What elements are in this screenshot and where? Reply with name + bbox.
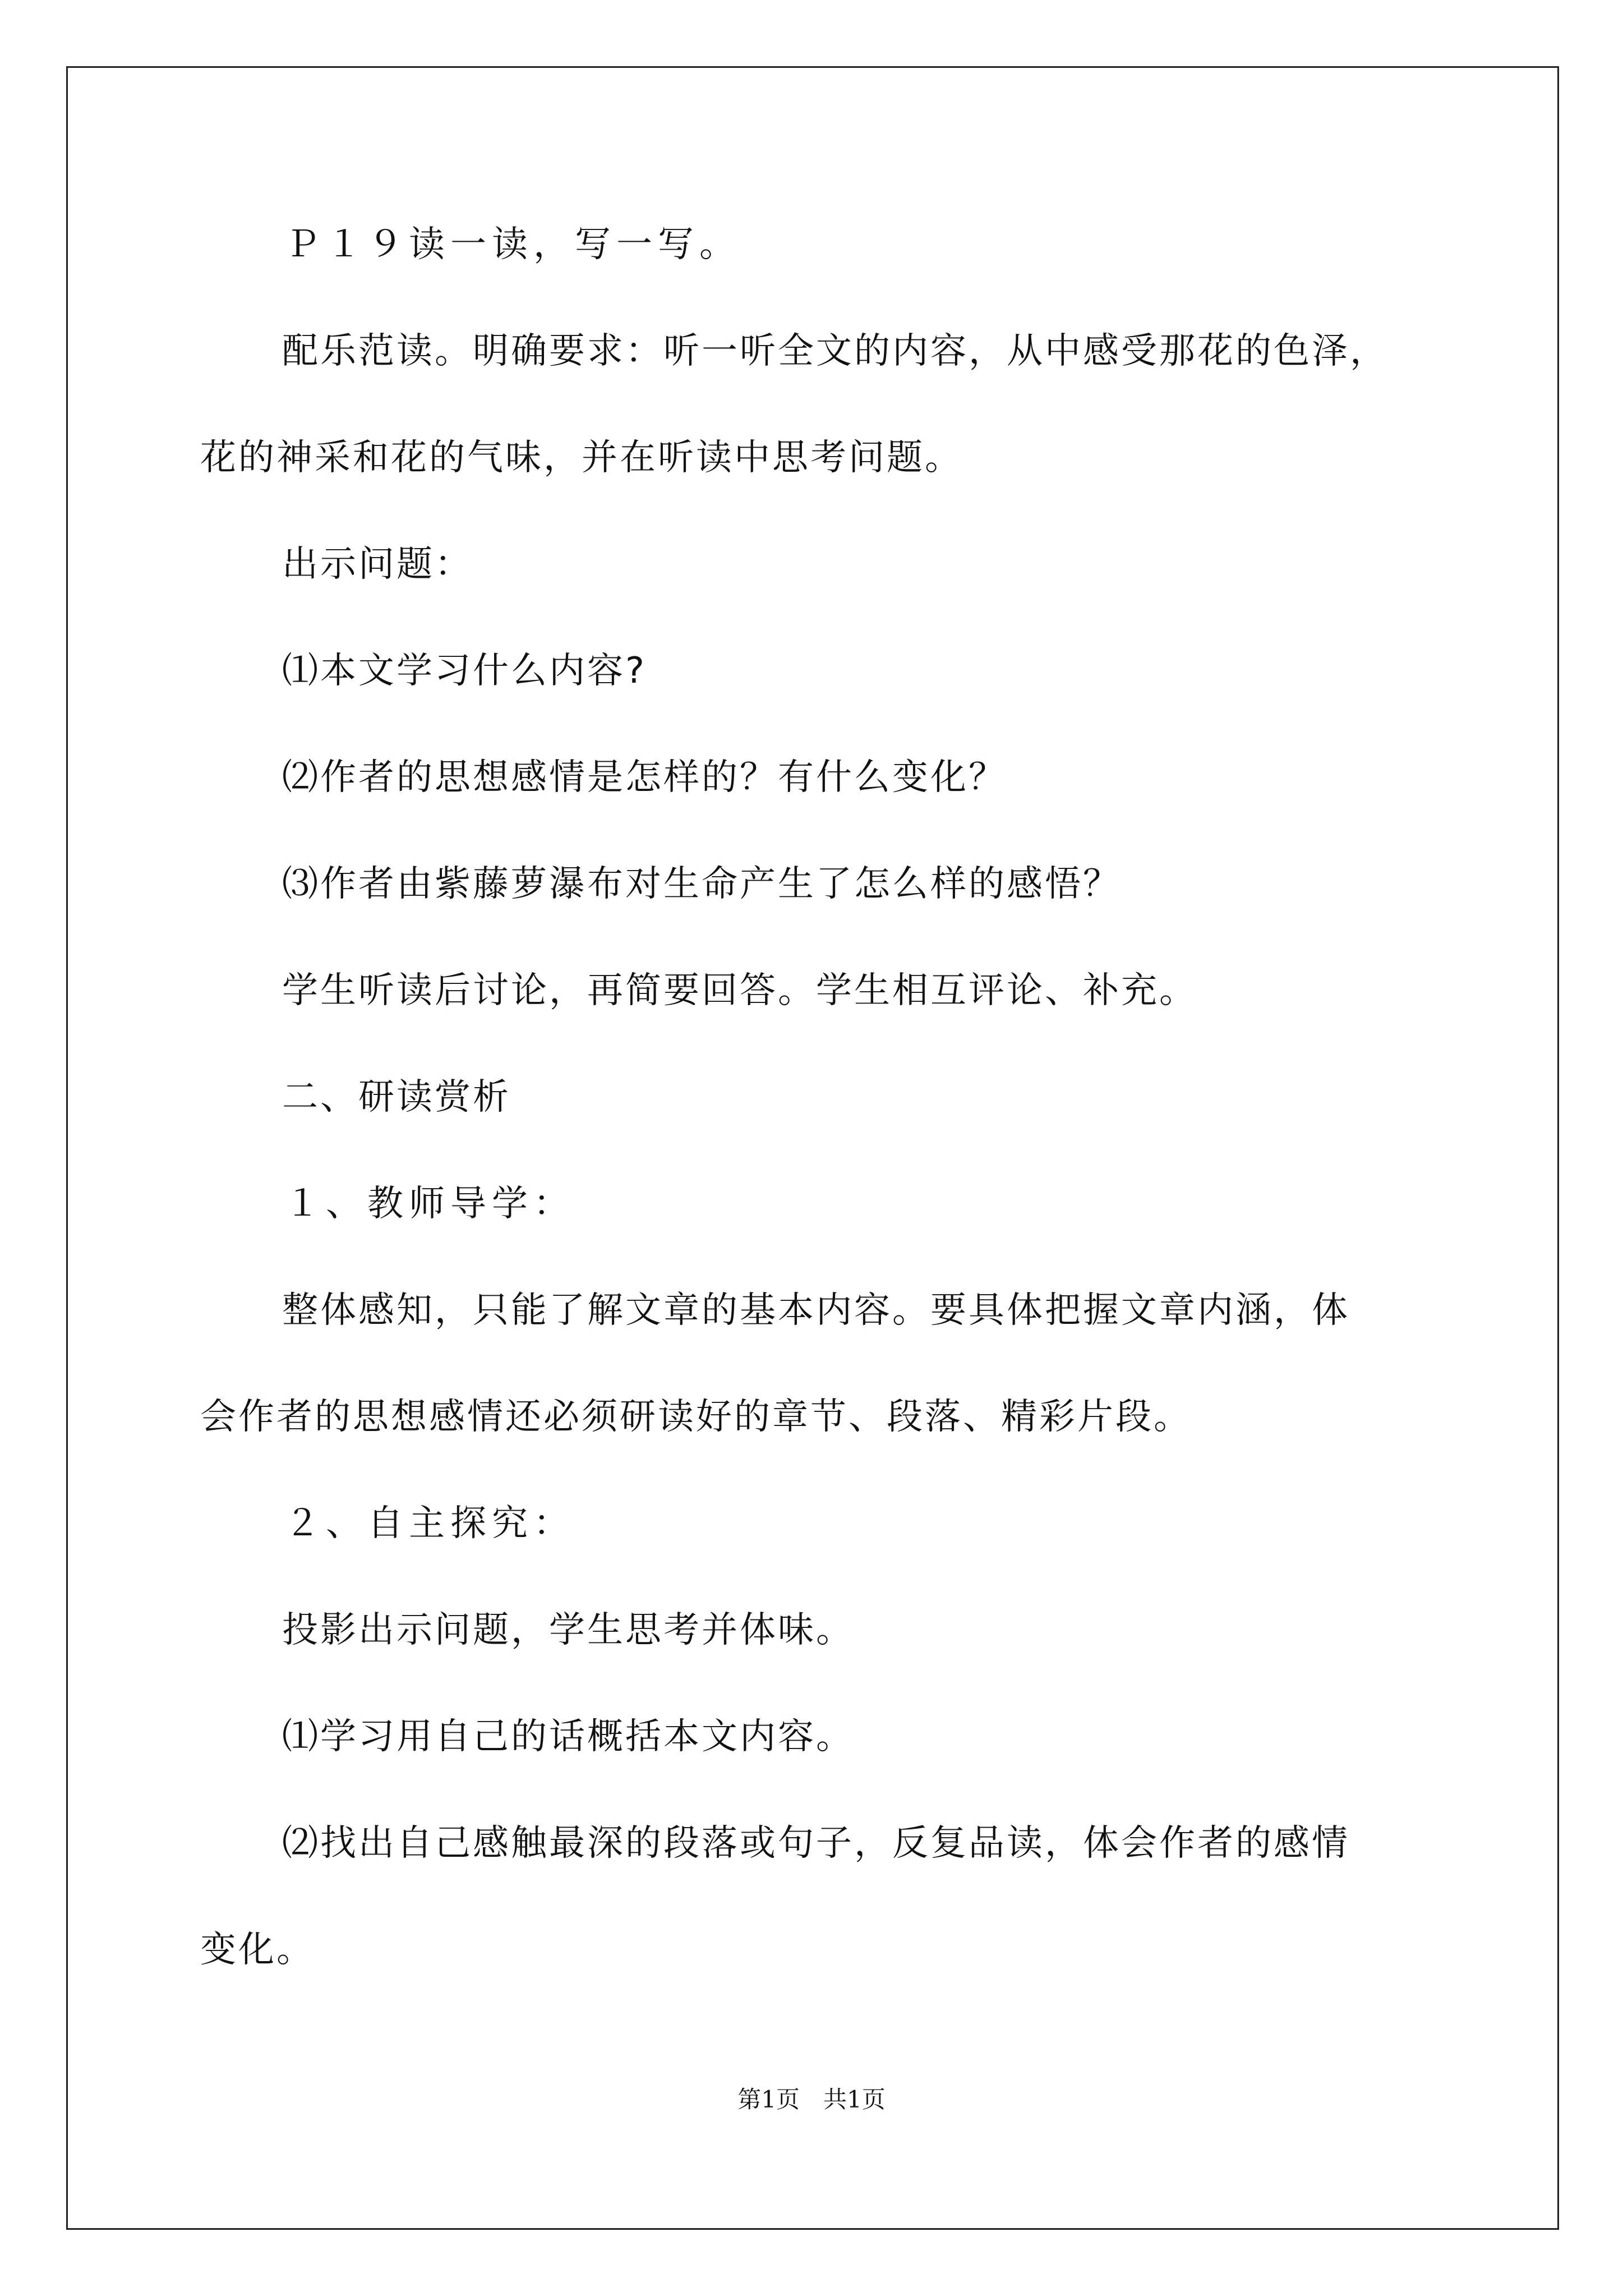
paragraph-overall: 整体感知，只能了解文章的基本内容。要具体把握文章内涵，体 bbox=[282, 1290, 1350, 1331]
paragraph-discussion: 学生听读后讨论，再简要回答。学生相互评论、补充。 bbox=[282, 970, 1197, 1011]
task-1: ⑴学习用自己的话概括本文内容。 bbox=[282, 1716, 854, 1757]
subheading-self-explore: ２、自主探究： bbox=[284, 1503, 575, 1544]
task-2-cont: 变化。 bbox=[200, 1929, 315, 1971]
task-2: ⑵找出自己感触最深的段落或句子，反复品读，体会作者的感情 bbox=[282, 1823, 1350, 1864]
page-border bbox=[66, 66, 1559, 2230]
paragraph-projection: 投影出示问题，学生思考并体味。 bbox=[282, 1609, 854, 1651]
question-2: ⑵作者的思想感情是怎样的？有什么变化？ bbox=[282, 757, 1007, 798]
question-1: ⑴本文学习什么内容? bbox=[282, 650, 647, 692]
paragraph-show-questions: 出示问题： bbox=[282, 544, 473, 585]
page-footer: 第1页 共1页 bbox=[737, 2086, 886, 2113]
paragraph-overall-cont: 会作者的思想感情还必须研读好的章节、段落、精彩片段。 bbox=[200, 1396, 1192, 1438]
paragraph-reading-task: Ｐ１９读一读，写一写。 bbox=[284, 224, 741, 265]
paragraph-music-reading-cont: 花的神采和花的气味，并在听读中思考问题。 bbox=[200, 437, 963, 478]
subheading-teacher-guide: １、教师导学： bbox=[284, 1183, 575, 1225]
paragraph-music-reading: 配乐范读。明确要求：听一听全文的内容，从中感受那花的色泽， bbox=[282, 330, 1388, 372]
section-heading-study: 二、研读赏析 bbox=[282, 1076, 511, 1118]
question-3: ⑶作者由紫藤萝瀑布对生命产生了怎么样的感悟？ bbox=[282, 863, 1121, 905]
